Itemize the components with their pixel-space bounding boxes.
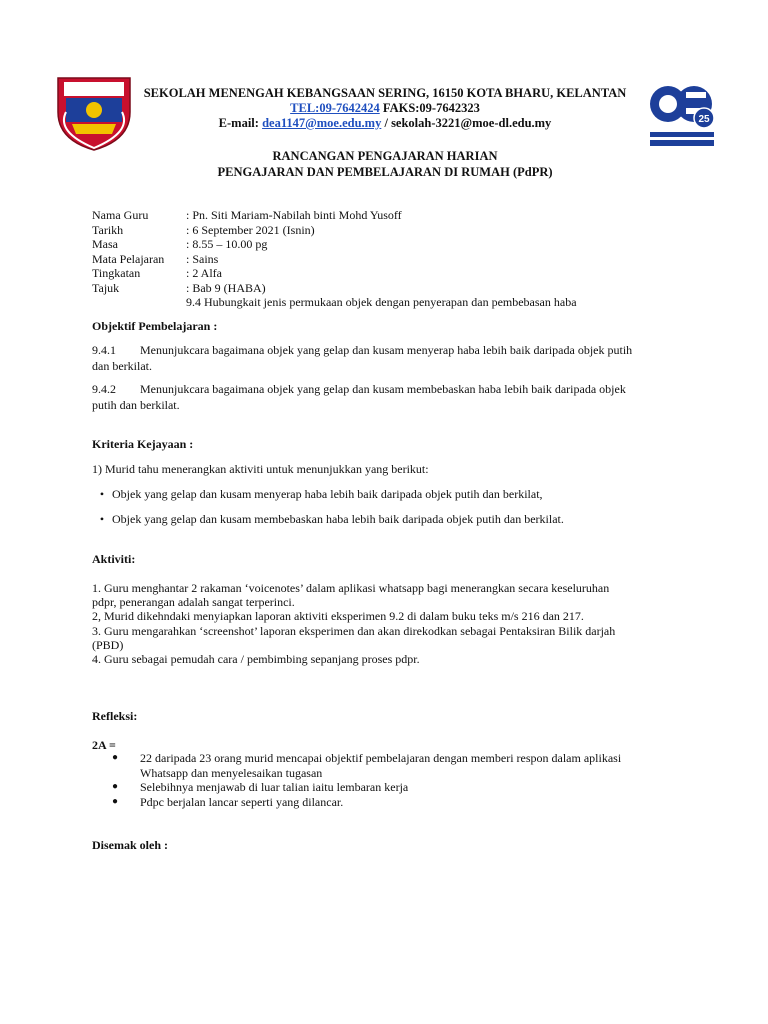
aktiviti-line: (PBD) <box>92 637 124 652</box>
aktiviti-list <box>92 581 682 666</box>
school-crest-logo <box>52 72 136 152</box>
telephone-link[interactable]: TEL:09-7642424 <box>290 101 380 115</box>
email-link[interactable]: dea1147@moe.edu.my <box>262 116 382 130</box>
kriteria-intro: 1) Murid tahu menerangkan aktiviti untuk menunjukkan yang berikut: <box>92 462 429 476</box>
contact-line <box>130 101 640 116</box>
kriteria-bullet: • Objek yang gelap dan kusam menyerap haba lebih baik daripada objek putih dan berkilat, <box>92 486 682 502</box>
aktiviti-line: 4. Guru sebagai pemudah cara / pembimbing sepanjang proses pdpr. <box>92 652 420 667</box>
objektif-number: 9.4.1 <box>92 343 116 357</box>
lesson-info <box>92 208 577 310</box>
kriteria-heading: Kriteria Kejayaan : <box>92 437 194 451</box>
kriteria-bullet: • Objek yang gelap dan kusam membebaskan haba lebih baik daripada objek putih dan berkilat. <box>92 511 682 527</box>
objektif-item <box>92 342 682 374</box>
aktiviti-line: 1. Guru menghantar 2 rakaman ‘voicenotes’ dalam aplikasi whatsapp bagi menerangkan secara keseluruhan <box>92 581 610 595</box>
info-row: Tajuk : Bab 9 (HABA) <box>92 280 266 295</box>
aktiviti-line: pdpr, penerangan adalah sangat terperinci. <box>92 595 295 610</box>
title-line-2: PENGAJARAN DAN PEMBELAJARAN DI RUMAH (PdPR) <box>217 165 553 179</box>
aktiviti-line: 2, Murid dikehndaki menyiapkan laporan aktiviti eksperimen 9.2 di dalam buku teks m/s 216 dan 217. <box>92 609 584 624</box>
bullet-icon: ● <box>112 752 119 763</box>
list-item: ● Selebihnya menjawab di luar talian iaitu lembaran kerja <box>112 780 409 794</box>
school-address: SEKOLAH MENENGAH KEBANGSAAN SERING, 16150 KOTA BHARU, KELANTAN <box>143 86 627 100</box>
bullet-icon: ● <box>112 795 119 807</box>
info-row: Tarikh : 6 September 2021 (Isnin) <box>92 222 315 237</box>
bullet-icon: ● <box>112 781 119 792</box>
bullet-icon: • <box>99 487 105 501</box>
list-item: ● 22 daripada 23 orang murid mencapai objektif pembelajaran dengan memberi respon dalam aplikasi Whatsapp dan menyelesaikan tugasan <box>112 751 622 780</box>
objektif-continuation: dan berkilat. <box>92 359 152 373</box>
refleksi-class-label: 2A = <box>92 738 116 752</box>
disemak-label: Disemak oleh : <box>92 838 168 852</box>
objektif-text: Menunjukcara bagaimana objek yang gelap dan kusam menyerap haba lebih baik daripada objek putih <box>140 343 633 357</box>
title-line-1: RANCANGAN PENGAJARAN HARIAN <box>272 149 498 163</box>
info-row: Tingkatan : 2 Alfa <box>92 266 222 280</box>
document-title <box>130 148 640 180</box>
objektif-section <box>92 318 682 334</box>
bullet-icon: • <box>99 512 105 526</box>
info-row: Nama Guru : Pn. Siti Mariam-Nabilah binti Mohd Yusoff <box>92 208 402 222</box>
info-row: Masa : 8.55 – 10.00 pg <box>92 237 268 251</box>
objektif-continuation: putih dan berkilat. <box>92 398 180 412</box>
fax-number: FAKS:09-7642323 <box>379 101 480 115</box>
objektif-number: 9.4.2 <box>92 382 116 396</box>
refleksi-heading: Refleksi: <box>92 709 138 723</box>
twentyfifth-anniversary-logo <box>648 74 716 150</box>
aktiviti-heading: Aktiviti: <box>92 552 136 566</box>
objektif-heading: Objektif Pembelajaran : <box>92 319 218 333</box>
school-header <box>130 86 640 131</box>
info-row: Mata Pelajaran : Sains <box>92 251 219 266</box>
aktiviti-line: 3. Guru mengarahkan ‘screenshot’ laporan eksperimen dan akan direkodkan sebagai Pentaksiran Bilik darjah <box>92 623 616 638</box>
refleksi-list <box>112 751 682 809</box>
objektif-text: Menunjukcara bagaimana objek yang gelap dan kusam membebaskan haba lebih baik daripada objek <box>140 382 626 396</box>
objektif-item <box>92 381 682 413</box>
svg-text:25: 25 <box>698 114 710 125</box>
topic-subtitle: 9.4 Hubungkait jenis permukaan objek dengan penyerapan dan pembebasan haba <box>186 295 577 309</box>
list-item: ● Pdpc berjalan lancar seperti yang dilancar. <box>112 794 344 809</box>
email-line: E-mail: dea1147@moe.edu.my / sekolah-3221@moe-dl.edu.my <box>218 116 552 130</box>
